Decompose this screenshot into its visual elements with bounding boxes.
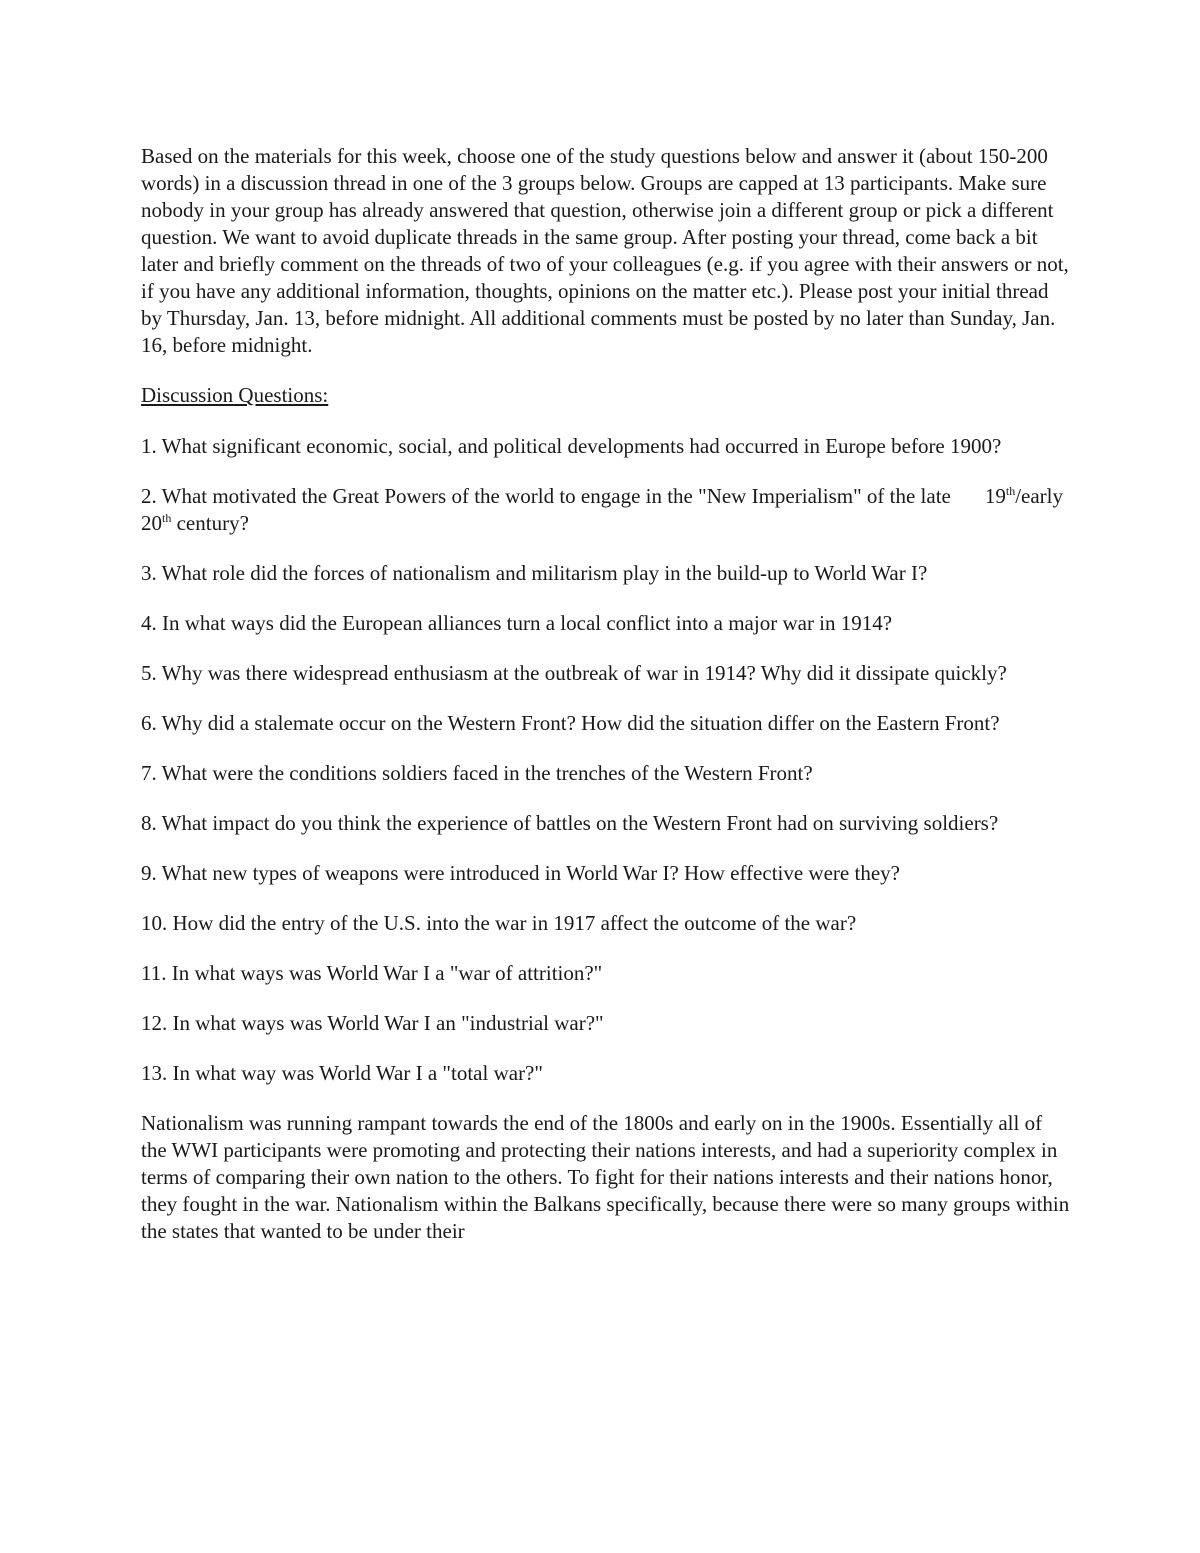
question-3: 3. What role did the forces of nationalism and militarism play in the build-up to World War I?: [141, 561, 928, 585]
question-12: 12. In what ways was World War I an "industrial war?": [141, 1011, 604, 1035]
assignment-instructions: Based on the materials for this week, choose one of the study questions below and answer it (about 150-200 words) in a discussion thread in one of the 3 groups below. Groups are capped at 13 participants. Make sure nobody in your group has already answered that question, otherwise join a different group or pick a different question. We want to avoid duplicate threads in the same group. After posting your thread, come back a bit later and briefly comment on the threads of two of your colleagues (e.g. if you agree with their answers or not, if you have any additional information, thoughts, opinions on the matter etc.). Please post your initial thread by Thursday, Jan. 13, before midnight. All additional comments must be posted by no later than Sunday, Jan. 16, before midnight.: [141, 144, 1069, 357]
question-2-century-a: 19: [984, 484, 1006, 508]
question-6: 6. Why did a stalemate occur on the Western Front? How did the situation differ on the Eastern Front?: [141, 711, 1000, 735]
student-answer: Nationalism was running rampant towards the end of the 1800s and early on in the 1900s. Essentially all of the WWI participants were promoting and protecting their nations interests, and had a superiority complex in terms of comparing their own nation to the others. To fight for their nations interests and their nations honor, they fought in the war. Nationalism within the Balkans specifically, because there were so many groups within the states that wanted to be under their: [141, 1111, 1070, 1243]
discussion-questions-heading: Discussion Questions:: [141, 383, 329, 407]
question-2: [141, 483, 1071, 537]
question-7: 7. What were the conditions soldiers faced in the trenches of the Western Front?: [141, 761, 813, 785]
question-2-century-b: /early 20: [141, 484, 1064, 535]
question-11: 11. In what ways was World War I a "war of attrition?": [141, 961, 603, 985]
question-4: 4. In what ways did the European alliances turn a local conflict into a major war in 1914?: [141, 611, 893, 635]
question-1: 1. What significant economic, social, and political developments had occurred in Europe before 1900?: [141, 434, 1002, 458]
question-2-ordinal-a: th: [1005, 484, 1016, 498]
question-2-ordinal-b: th: [162, 511, 172, 525]
question-13: 13. In what way was World War I a "total war?": [141, 1061, 543, 1085]
question-2-ending: century?: [171, 511, 249, 535]
question-9: 9. What new types of weapons were introduced in World War I? How effective were they?: [141, 861, 900, 885]
question-5: 5. Why was there widespread enthusiasm at the outbreak of war in 1914? Why did it dissipate quickly?: [141, 661, 1007, 685]
question-10: 10. How did the entry of the U.S. into the war in 1917 affect the outcome of the war?: [141, 911, 857, 935]
document-body: [141, 143, 1071, 1245]
question-2-text: 2. What motivated the Great Powers of the world to engage in the "New Imperialism" of the late: [141, 484, 951, 508]
question-8: 8. What impact do you think the experience of battles on the Western Front had on surviving soldiers?: [141, 811, 999, 835]
